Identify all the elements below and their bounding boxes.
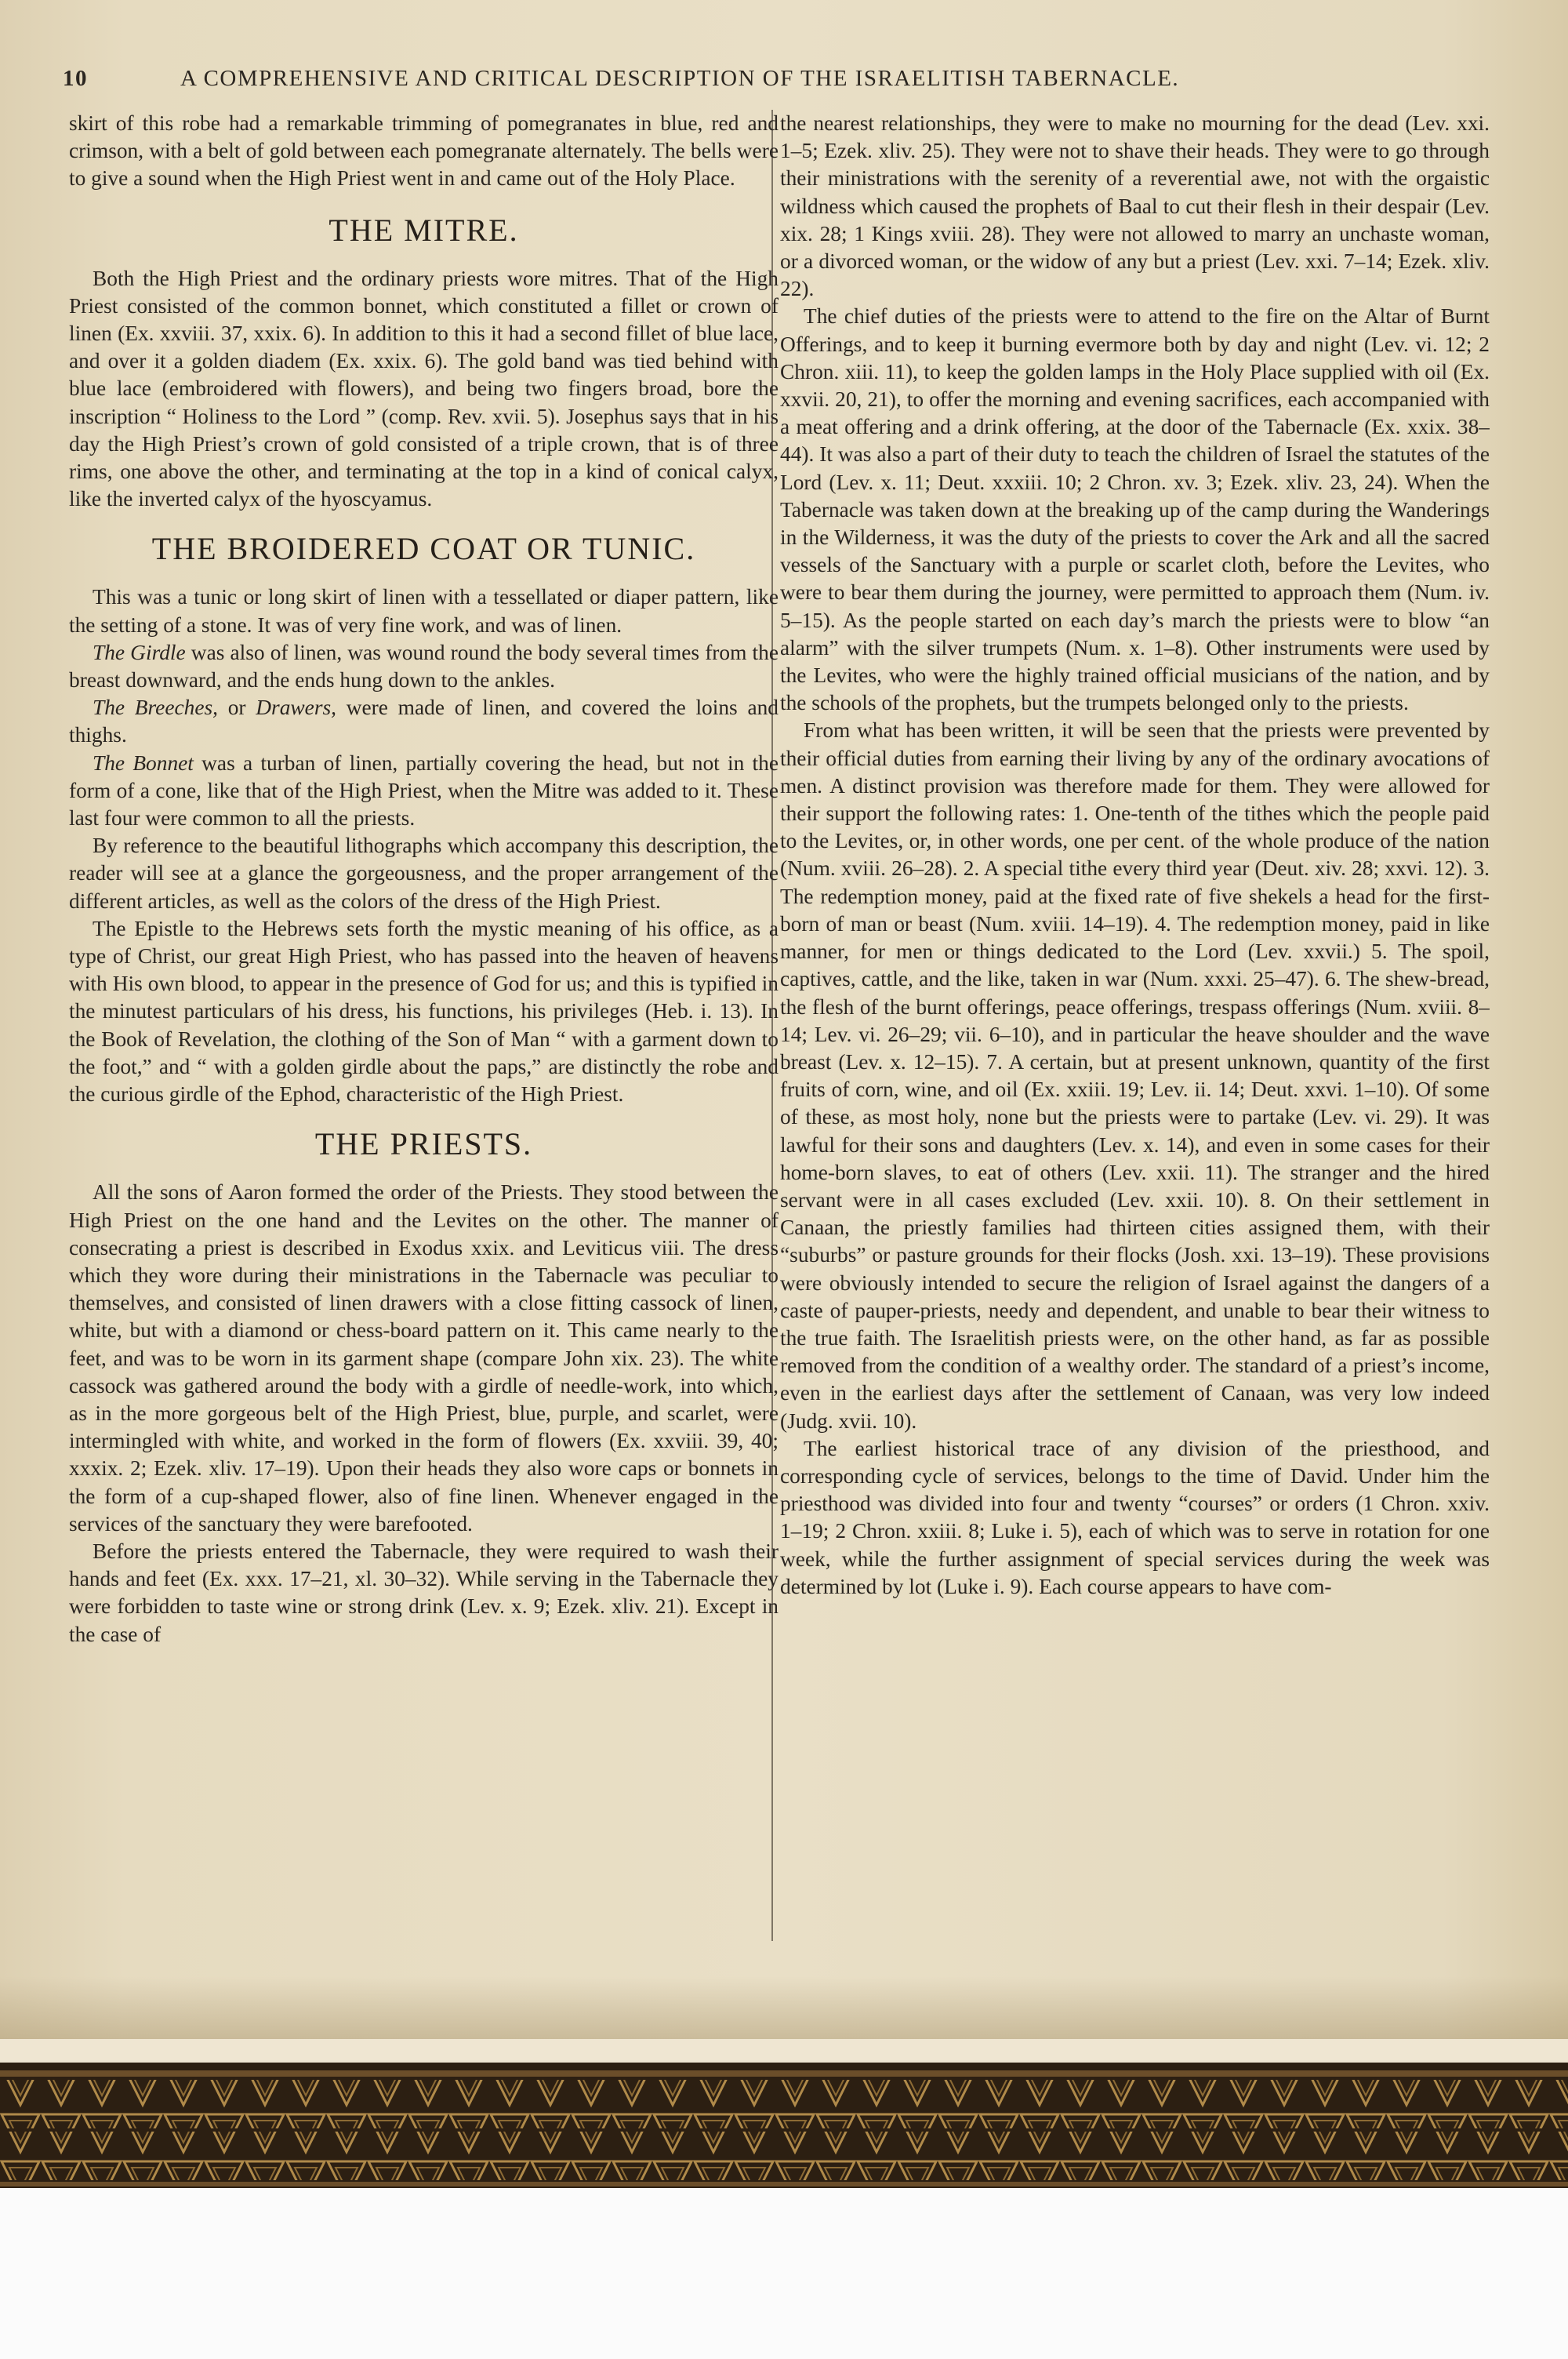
paragraph: By reference to the beautiful lithographs which accompany this description, the reader will see at a glance the gorgeousness, and the proper arrangement of the different articles, as well as the colors of the dress of the High Priest.: [69, 834, 779, 913]
paragraph-breeches: [69, 694, 779, 749]
conjunction: or: [218, 696, 256, 720]
term-girdle: The Girdle: [93, 640, 186, 664]
background: [0, 2188, 1568, 2359]
paragraph: The Epistle to the Hebrews sets forth the mystic meaning of his office, as a type of Christ, our great High Priest, who has passed into the heaven of heavens with His own blood, to appear in the presence of God for us; and this is typified in the minutest particulars of his dress, his functions, his privileges (Heb. i. 13). In the Book of Revelation, the clothing of the Son of Man “ with a garment down to the foot,” and “ with a golden girdle about the paps,” are distinctly the robe and the curious girdle of the Ephod, characteristic of the High Priest.: [69, 916, 779, 1107]
section-heading-mitre: THE MITRE.: [328, 212, 519, 248]
term-bonnet: The Bonnet: [93, 751, 194, 775]
paragraph: Both the High Priest and the ordinary priests wore mitres. That of the High Priest consisted of the common bonnet, which constituted a fillet or crown of linen (Ex. xxviii. 37, xxix. 6). In addition to this it had a second fillet of blue lace, and over it a golden diadem (Ex. xxix. 6). The gold band was tied behind with blue lace (embroidered with flowers), and being two fingers broad, bore the inscription “ Holiness to the Lord ” (comp. Rev. xvii. 5). Josephus says that in his day the High Priest’s crown of gold consisted of a triple crown, that is of three rims, one above the other, and terminating at the top in a kind of conical calyx, like the inverted calyx of the hyoscyamus.: [69, 266, 779, 511]
term-breeches: The Breeches,: [93, 696, 219, 720]
running-title: A COMPREHENSIVE AND CRITICAL DESCRIPTION OF THE ISRAELITISH TABERNACLE.: [180, 66, 1180, 91]
paragraph: This was a tunic or long skirt of linen with a tessellated or diaper pattern, like the setting of a stone. It was of very fine work, and was of linen.: [69, 585, 779, 637]
paragraph: Before the priests entered the Tabernacle, they were required to wash their hands and feet (Ex. xxx. 17–21, xl. 30–32). While serving in the Tabernacle they were forbidden to taste wine or strong drink (Lev. x. 9; Ezek. xliv. 21). Except in the case of: [69, 1539, 779, 1646]
paragraph: skirt of this robe had a remarkable trimming of pomegranates in blue, red and crimson, with a belt of gold between each pomegranate alternately. The bells were to give a sound when the High Priest went in and came out of the Holy Place.: [69, 111, 779, 191]
paragraph: All the sons of Aaron formed the order of the Priests. They stood between the High Priest on the one hand and the Levites on the other. The manner of consecrating a priest is described in Exodus xxix. and Leviticus viii. The dress which they wore during their ministrations in the Tabernacle was peculiar to themselves, and consisted of linen drawers with a close fitting cassock of linen, white, but with a diamond or chess-board pattern on it. This came nearly to the feet, and was to be worn in its garment shape (compare John xix. 23). The white cassock was gathered around the body with a girdle of needle-work, into which, as in the more gorgeous belt of the High Priest, blue, purple, and scarlet, were intermingled with white, and worked in the form of flowers (Ex. xxviii. 39, 40; xxxix. 2; Ezek. xliv. 17–19). Upon their heads they also wore caps or bonnets in the form of a cup-shaped flower, also of fine linen. Whenever engaged in the services of the sanctuary they were barefooted.: [69, 1180, 779, 1536]
section-heading-coat: THE BROIDERED COAT OR TUNIC.: [151, 531, 696, 567]
right-column: [780, 110, 1490, 1937]
paragraph: the nearest relationships, they were to make no mourning for the dead (Lev. xxi. 1–5; Ezek. xliv. 25). They were not to shave their heads. They were to go through their ministrations with the serenity of a reverential awe, not with the orgaistic wildness which caused the prophets of Baal to cut their flesh in their despair (Lev. xix. 28; 1 Kings xviii. 28). They were not allowed to marry an unchaste woman, or a divorced woman, or the widow of any but a priest (Lev. xxi. 7–14; Ezek. xliv. 22).: [780, 111, 1490, 301]
paragraph-girdle: [69, 639, 779, 694]
book-cover-border: [0, 2063, 1568, 2188]
paragraph-text: was a turban of linen, partially covering the head, but not in the form of a cone, like that of the High Priest, when the Mitre was added to it. These last four were common to all the priests.: [69, 751, 779, 831]
section-heading-priests: THE PRIESTS.: [314, 1126, 533, 1162]
page-number: 10: [63, 66, 88, 91]
paragraph-text: were made of linen, and covered the loins and thighs.: [69, 696, 779, 747]
paragraph: The earliest historical trace of any division of the priesthood, and corresponding cycle of services, belongs to the time of David. Under him the priesthood was divided into four and twenty “courses” or orders (1 Chron. xxiv. 1–19; 2 Chron. xxiii. 8; Luke i. 5), each of which was to serve in rotation for one week, while the further assignment of special services during the week was determined by lot (Luke i. 9). Each course appears to have com-: [780, 1436, 1490, 1598]
paragraph: The chief duties of the priests were to attend to the fire on the Altar of Burnt Offerings, and to keep it burning evermore both by day and night (Lev. vi. 12; 2 Chron. xiii. 11), to keep the golden lamps in the Holy Place supplied with oil (Ex. xxvii. 20, 21), to offer the morning and evening sacrifices, each accompanied with a meat offering and a drink offering, at the door of the Tabernacle (Ex. xxix. 38–44). It was also a part of their duty to teach the children of Israel the statutes of the Lord (Lev. x. 11; Deut. xxxiii. 10; 2 Chron. xv. 3; Ezek. xliv. 23, 24). When the Tabernacle was taken down at the breaking up of the camp during the Wanderings in the Wilderness, it was the duty of the priests to cover the Ark and all the sacred vessels of the Sanctuary with a purple or scarlet cloth, before the Levites, who were to bear them during the journey, were permitted to approach them (Num. iv. 5–15). As the people started on each day’s march the priests were to blow “an alarm” with the silver trumpets (Num. x. 1–8). Other instruments were used by the Levites, who were the highly trained official musicians of the nation, and by the schools of the prophets, but the trumpets belonged only to the priests.: [780, 304, 1490, 715]
left-column: [69, 110, 779, 1937]
paragraph-text: was also of linen, was wound round the body several times from the breast downward, and the ends hung down to the ankles.: [69, 640, 779, 692]
running-head: [63, 66, 1521, 97]
term-drawers: Drawers,: [256, 696, 337, 720]
paragraph: From what has been written, it will be seen that the priests were prevented by their official duties from earning their living by any of the ordinary avocations of men. A distinct provision was therefore made for them. They were allowed for their support the following rates: 1. One-tenth of the tithes which the people paid to the Levites, or, in other words, one per cent. of the whole produce of the nation (Num. xviii. 26–28). 2. A special tithe every third year (Deut. xiv. 28; xxvi. 12). 3. The redemption money, paid at the fixed rate of five shekels a head for the first-born of man or beast (Num. xviii. 14–19). 4. The redemption money, paid in like manner, for men or things dedicated to the Lord (Lev. xxvii.) 5. The spoil, captives, cattle, and the like, taken in war (Num. xxxi. 25–47). 6. The shew-bread, the flesh of the burnt offerings, peace offerings, trespass offerings (Num. xviii. 8–14; Lev. vi. 26–29; vii. 6–10), and in particular the heave shoulder and the wave breast (Lev. x. 12–15). 7. A certain, but at present unknown, quantity of the first fruits of corn, wine, and oil (Ex. xxiii. 19; Lev. ii. 14; Deut. xxvi. 1–10). Of some of these, as most holy, none but the priests were to partake (Lev. vi. 29). It was lawful for their sons and daughters (Lev. x. 14), and even in some cases for their home-born slaves, to eat of others (Lev. xxii. 11). The stranger and the hired servant were in all cases excluded (Lev. xxii. 10). 8. On their settlement in Canaan, the priestly families had thirteen cities assigned them, with their “suburbs” or pasture grounds for their flocks (Josh. xxi. 13–19). These provisions were obviously intended to secure the religion of Israel against the dangers of a caste of pauper-priests, needy and dependent, and unable to bear their witness to the true faith. The Israelitish priests were, on the other hand, as far as possible removed from the condition of a wealthy order. The standard of a priest’s income, even in the earliest days after the settlement of Canaan, was very low indeed (Judg. xvii. 10).: [780, 718, 1490, 1433]
triangle-pattern-icon: [0, 2063, 1568, 2188]
paragraph-bonnet: [69, 750, 779, 833]
